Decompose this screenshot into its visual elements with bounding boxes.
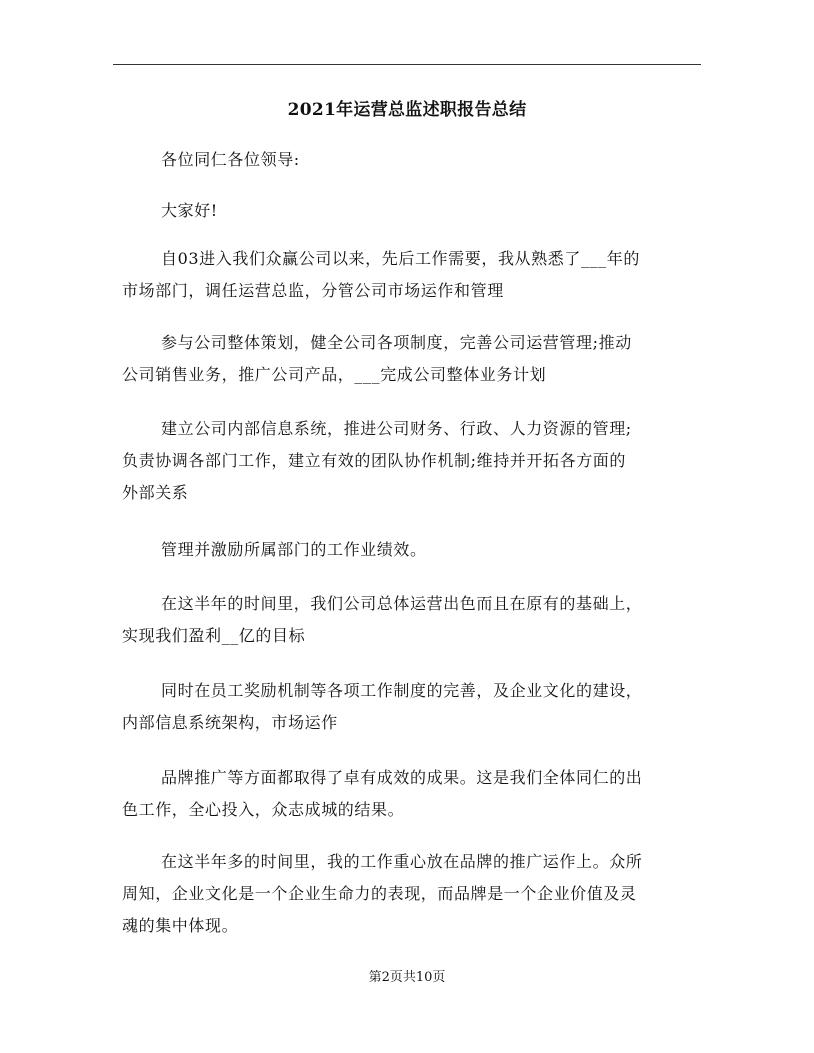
paragraph-line: 自03进入我们众赢公司以来，先后工作需要，我从熟悉了___年的 bbox=[161, 249, 640, 268]
paragraph-line: 周知，企业文化是一个企业生命力的表现，而品牌是一个企业价值及灵 bbox=[122, 884, 637, 903]
header-rule bbox=[113, 64, 701, 65]
paragraph-line: 在这半年的时间里，我们公司总体运营出色而且在原有的基础上， bbox=[161, 594, 643, 613]
paragraph-line: 品牌推广等方面都取得了卓有成效的成果。这是我们全体同仁的出 bbox=[161, 768, 643, 787]
paragraph-4 bbox=[122, 534, 704, 566]
paragraph-line: 内部信息系统架构，市场运作 bbox=[122, 713, 338, 732]
paragraph-3 bbox=[122, 413, 704, 509]
paragraph-line: 同时在员工奖励机制等各项工作制度的完善，及企业文化的建设， bbox=[161, 681, 643, 700]
paragraph-line: 各位同仁各位领导: bbox=[161, 150, 300, 169]
paragraph-line: 大家好! bbox=[161, 201, 218, 220]
paragraph-line: 负责协调各部门工作，建立有效的团队协作机制;维持并开拓各方面的 bbox=[122, 451, 626, 470]
paragraph-line: 色工作，全心投入，众志成城的结果。 bbox=[122, 800, 405, 819]
paragraph-line: 魂的集中体现。 bbox=[122, 916, 239, 935]
paragraph-line: 公司销售业务，推广公司产品，___完成公司整体业务计划 bbox=[122, 365, 547, 384]
paragraph-line: 建立公司内部信息系统，推进公司财务、行政、人力资源的管理; bbox=[161, 419, 632, 438]
paragraph-line: 外部关系 bbox=[122, 483, 189, 502]
paragraph-5 bbox=[122, 588, 704, 652]
paragraph-line: 管理并激励所属部门的工作业绩效。 bbox=[161, 540, 427, 559]
document-title: 2021年运营总监述职报告总结 bbox=[287, 100, 527, 120]
paragraph-line: 市场部门，调任运营总监，分管公司市场运作和管理 bbox=[122, 281, 504, 300]
paragraph-6 bbox=[122, 675, 704, 739]
paragraph-line: 在这半年多的时间里，我的工作重心放在品牌的推广运作上。众所 bbox=[161, 852, 643, 871]
paragraph-salutation bbox=[122, 144, 704, 176]
paragraph-1 bbox=[122, 243, 704, 307]
paragraph-greeting bbox=[122, 195, 704, 227]
paragraph-7 bbox=[122, 762, 704, 826]
page-number-footer: 第2页共10页 bbox=[368, 970, 446, 985]
paragraph-2 bbox=[122, 327, 704, 391]
paragraph-8 bbox=[122, 846, 704, 942]
paragraph-line: 参与公司整体策划，健全公司各项制度，完善公司运营管理;推动 bbox=[161, 333, 632, 352]
paragraph-line: 实现我们盈利__亿的目标 bbox=[122, 626, 306, 645]
